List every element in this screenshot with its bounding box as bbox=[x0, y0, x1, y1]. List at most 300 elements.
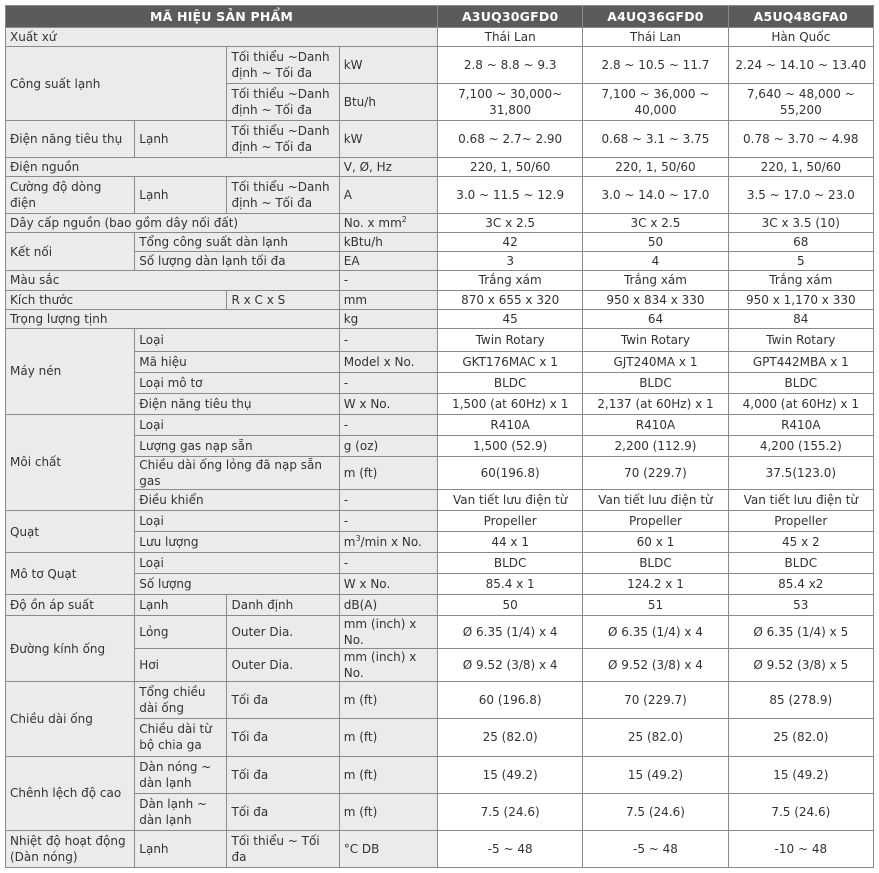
row-label: Máy nén bbox=[10, 364, 62, 379]
row-label: Đường kính ống bbox=[10, 641, 106, 656]
row-label: mm (inch) x No. bbox=[343, 650, 417, 681]
row-label-cell bbox=[6, 121, 135, 158]
value-cell bbox=[728, 649, 873, 682]
cell-value: 60 x 1 bbox=[636, 535, 675, 550]
value-cell bbox=[438, 649, 583, 682]
row-label: kBtu/h bbox=[343, 235, 383, 250]
row-label-cell bbox=[339, 84, 437, 121]
value-cell bbox=[728, 756, 873, 793]
cell-value: Van tiết lưu điện từ bbox=[452, 492, 568, 507]
row-label: - bbox=[343, 375, 349, 390]
table-row bbox=[6, 47, 874, 84]
cell-value: 85.4 x2 bbox=[778, 577, 824, 592]
table-row bbox=[6, 553, 874, 574]
row-label-cell bbox=[135, 414, 339, 435]
table-row bbox=[6, 121, 874, 158]
value-cell bbox=[728, 121, 873, 158]
value-cell bbox=[728, 290, 873, 309]
row-label: kW bbox=[343, 58, 363, 73]
spec-table bbox=[5, 5, 874, 868]
row-label-cell bbox=[135, 553, 339, 574]
value-cell bbox=[728, 328, 873, 351]
row-label-cell bbox=[339, 177, 437, 214]
cell-value: 64 bbox=[647, 311, 664, 326]
cell-value: 2,137 (at 60Hz) x 1 bbox=[597, 396, 714, 411]
cell-value: 7.5 (24.6) bbox=[625, 804, 685, 819]
row-label: Outer Dia. bbox=[231, 658, 294, 673]
row-label-cell bbox=[339, 271, 437, 290]
value-cell bbox=[583, 309, 728, 328]
row-label: Dàn nóng ~ dàn lạnh bbox=[139, 759, 212, 790]
value-cell bbox=[583, 328, 728, 351]
header-model-3: A5UQ48GFA0 bbox=[728, 6, 873, 28]
row-label: - bbox=[343, 492, 349, 507]
cell-value: 220, 1, 50/60 bbox=[615, 160, 696, 175]
value-cell bbox=[583, 682, 728, 719]
row-label: Mô tơ Quạt bbox=[10, 566, 77, 581]
row-label: Màu sắc bbox=[10, 273, 60, 288]
cell-value: Thái Lan bbox=[629, 30, 682, 45]
row-label: Loại mô tơ bbox=[139, 375, 203, 390]
row-label-cell bbox=[227, 649, 339, 682]
row-label-cell bbox=[227, 793, 339, 830]
value-cell bbox=[728, 177, 873, 214]
row-label-cell bbox=[227, 47, 339, 84]
row-label-cell bbox=[6, 177, 135, 214]
value-cell bbox=[583, 177, 728, 214]
cell-value: Trắng xám bbox=[623, 273, 687, 288]
value-cell bbox=[438, 574, 583, 595]
row-label-cell bbox=[6, 616, 135, 682]
value-cell bbox=[728, 372, 873, 393]
value-cell bbox=[438, 830, 583, 867]
cell-value: BLDC bbox=[639, 556, 672, 571]
value-cell bbox=[728, 719, 873, 756]
value-cell bbox=[438, 271, 583, 290]
cell-value: 2.8 ~ 8.8 ~ 9.3 bbox=[463, 58, 557, 73]
row-label: m (ft) bbox=[343, 767, 378, 782]
cell-value: -5 ~ 48 bbox=[633, 841, 678, 856]
value-cell bbox=[728, 252, 873, 271]
value-cell bbox=[728, 351, 873, 372]
value-cell bbox=[583, 351, 728, 372]
cell-value: Ø 6.35 (1/4) x 4 bbox=[608, 625, 703, 640]
cell-value: 44 x 1 bbox=[491, 535, 529, 550]
cell-value: Propeller bbox=[483, 513, 537, 528]
row-label: Trọng lượng tịnh bbox=[10, 311, 108, 326]
cell-value: 950 x 834 x 330 bbox=[606, 292, 705, 307]
row-label-cell bbox=[135, 177, 227, 214]
value-cell bbox=[583, 271, 728, 290]
cell-value: 3.5 ~ 17.0 ~ 23.0 bbox=[746, 188, 855, 203]
value-cell bbox=[728, 830, 873, 867]
table-row bbox=[6, 830, 874, 867]
cell-value: 42 bbox=[502, 235, 518, 250]
row-label-cell bbox=[135, 435, 339, 456]
row-label-cell bbox=[135, 510, 339, 531]
row-label-cell bbox=[6, 28, 438, 47]
row-label: mm (inch) x No. bbox=[343, 617, 417, 648]
value-cell bbox=[728, 532, 873, 553]
row-label: Dây cấp nguồn (bao gồm dây nối đất) bbox=[10, 216, 239, 231]
row-label-cell bbox=[227, 682, 339, 719]
row-label: Kích thước bbox=[10, 292, 74, 307]
cell-value: 3C x 3.5 (10) bbox=[761, 216, 840, 231]
row-label-cell bbox=[339, 414, 437, 435]
value-cell bbox=[438, 47, 583, 84]
table-row bbox=[6, 682, 874, 719]
row-label-cell bbox=[339, 553, 437, 574]
value-cell bbox=[438, 682, 583, 719]
row-label-cell bbox=[339, 793, 437, 830]
cell-value: 3 bbox=[506, 254, 514, 269]
value-cell bbox=[583, 435, 728, 456]
value-cell bbox=[438, 393, 583, 414]
row-label-cell bbox=[6, 756, 135, 830]
cell-value: Ø 6.35 (1/4) x 5 bbox=[753, 625, 849, 640]
value-cell bbox=[438, 28, 583, 47]
row-label: Outer Dia. bbox=[231, 625, 294, 640]
value-cell bbox=[438, 121, 583, 158]
row-label: Tối thiểu ~Danh định ~ Tối đa bbox=[231, 50, 330, 81]
value-cell bbox=[728, 309, 873, 328]
value-cell bbox=[728, 47, 873, 84]
row-label: Quạt bbox=[10, 524, 40, 539]
cell-value: 2.24 ~ 14.10 ~ 13.40 bbox=[735, 58, 867, 73]
value-cell bbox=[438, 553, 583, 574]
cell-value: 0.78 ~ 3.70 ~ 4.98 bbox=[743, 132, 859, 147]
table-row bbox=[6, 290, 874, 309]
value-cell bbox=[583, 532, 728, 553]
value-cell bbox=[438, 372, 583, 393]
row-label-cell bbox=[339, 214, 437, 233]
row-label: Hơi bbox=[139, 658, 159, 673]
cell-value: 70 (229.7) bbox=[624, 465, 687, 480]
row-label-cell bbox=[6, 158, 340, 177]
row-label: Tối đa bbox=[231, 693, 269, 708]
row-label-cell bbox=[339, 233, 437, 252]
row-label: Điều khiển bbox=[139, 492, 204, 507]
row-label-cell bbox=[339, 574, 437, 595]
value-cell bbox=[583, 649, 728, 682]
cell-value: 0.68 ~ 3.1 ~ 3.75 bbox=[601, 132, 710, 147]
cell-value: BLDC bbox=[493, 375, 527, 390]
cell-value: 50 bbox=[647, 235, 664, 250]
value-cell bbox=[728, 393, 873, 414]
row-label: m (ft) bbox=[343, 730, 378, 745]
value-cell bbox=[583, 510, 728, 531]
row-label-cell bbox=[227, 595, 339, 616]
row-label-cell bbox=[227, 177, 339, 214]
row-label: kW bbox=[343, 132, 363, 147]
row-label: Độ ồn áp suất bbox=[10, 598, 94, 613]
cell-value: 60 (196.8) bbox=[478, 693, 542, 708]
cell-value: Twin Rotary bbox=[620, 332, 691, 347]
row-label: Môi chất bbox=[10, 455, 62, 470]
cell-value: Ø 9.52 (3/8) x 5 bbox=[753, 658, 849, 673]
row-label-cell bbox=[6, 47, 227, 121]
row-label: Btu/h bbox=[343, 95, 376, 110]
table-row bbox=[6, 28, 874, 47]
row-label: Lạnh bbox=[139, 132, 169, 147]
row-label-cell bbox=[6, 682, 135, 756]
row-label-cell bbox=[339, 719, 437, 756]
value-cell bbox=[583, 456, 728, 489]
row-label: Lạnh bbox=[139, 188, 169, 203]
header-row bbox=[6, 6, 874, 28]
value-cell bbox=[438, 214, 583, 233]
row-label: Chênh lệch độ cao bbox=[10, 786, 122, 801]
row-label: Loại bbox=[139, 417, 164, 432]
row-label: W x No. bbox=[343, 577, 391, 592]
value-cell bbox=[438, 158, 583, 177]
cell-value: 7,640 ~ 48,000 ~ 55,200 bbox=[746, 87, 855, 118]
row-label: Tối thiểu ~ Tối đa bbox=[231, 833, 320, 864]
value-cell bbox=[438, 351, 583, 372]
value-cell bbox=[438, 532, 583, 553]
row-label-cell bbox=[339, 328, 437, 351]
row-label-cell bbox=[135, 372, 339, 393]
value-cell bbox=[728, 553, 873, 574]
table-row bbox=[6, 351, 874, 372]
value-cell bbox=[728, 489, 873, 510]
cell-value: 45 bbox=[502, 311, 518, 326]
row-label: Số lượng bbox=[139, 577, 192, 592]
value-cell bbox=[583, 290, 728, 309]
row-label: A bbox=[343, 188, 352, 203]
cell-value: R410A bbox=[490, 417, 530, 432]
table-row bbox=[6, 649, 874, 682]
table-row bbox=[6, 719, 874, 756]
row-label-cell bbox=[339, 756, 437, 793]
row-label: - bbox=[343, 417, 349, 432]
cell-value: Twin Rotary bbox=[766, 332, 836, 347]
cell-value: 60(196.8) bbox=[480, 465, 540, 480]
row-label-cell bbox=[135, 233, 339, 252]
value-cell bbox=[438, 756, 583, 793]
table-row bbox=[6, 233, 874, 252]
row-label: Tối thiểu ~Danh định ~ Tối đa bbox=[231, 87, 330, 118]
table-row bbox=[6, 414, 874, 435]
row-label-cell bbox=[135, 532, 339, 553]
cell-value: 50 bbox=[502, 598, 518, 613]
row-label: Cường độ dòng điện bbox=[10, 180, 102, 211]
value-cell bbox=[438, 177, 583, 214]
row-label-cell bbox=[135, 456, 339, 489]
table-row bbox=[6, 393, 874, 414]
value-cell bbox=[583, 756, 728, 793]
row-label: Số lượng dàn lạnh tối đa bbox=[139, 254, 286, 269]
cell-value: 15 (49.2) bbox=[482, 767, 538, 782]
value-cell bbox=[438, 233, 583, 252]
cell-value: Ø 9.52 (3/8) x 4 bbox=[462, 658, 558, 673]
value-cell bbox=[728, 456, 873, 489]
row-label-cell bbox=[339, 830, 437, 867]
cell-value: 53 bbox=[793, 598, 809, 613]
value-cell bbox=[438, 595, 583, 616]
cell-value: 5 bbox=[796, 254, 805, 269]
row-label-cell bbox=[6, 309, 340, 328]
value-cell bbox=[728, 158, 873, 177]
row-label-cell bbox=[135, 830, 227, 867]
value-cell bbox=[583, 553, 728, 574]
row-label-cell bbox=[339, 456, 437, 489]
value-cell bbox=[438, 435, 583, 456]
cell-value: 3.0 ~ 11.5 ~ 12.9 bbox=[456, 188, 565, 203]
row-label: - bbox=[343, 556, 349, 571]
row-label: Lưu lượng bbox=[139, 535, 199, 550]
value-cell bbox=[583, 830, 728, 867]
row-label-cell bbox=[6, 510, 135, 552]
row-label: Lượng gas nạp sẵn bbox=[139, 438, 253, 453]
table-row bbox=[6, 489, 874, 510]
row-label-cell bbox=[6, 830, 135, 867]
cell-value: 51 bbox=[647, 598, 664, 613]
row-label: m (ft) bbox=[343, 465, 378, 480]
row-label: Tối đa bbox=[231, 804, 269, 819]
table-row bbox=[6, 510, 874, 531]
row-label: Điện năng tiêu thụ bbox=[139, 396, 252, 411]
value-cell bbox=[583, 214, 728, 233]
cell-value: 7,100 ~ 30,000~ 31,800 bbox=[458, 87, 563, 118]
row-label: - bbox=[343, 513, 349, 528]
row-label-cell bbox=[6, 233, 135, 271]
cell-value: 1,500 (at 60Hz) x 1 bbox=[451, 396, 569, 411]
value-cell bbox=[438, 309, 583, 328]
value-cell bbox=[728, 616, 873, 649]
value-cell bbox=[728, 233, 873, 252]
cell-value: Trắng xám bbox=[769, 273, 833, 288]
row-label-cell bbox=[227, 121, 339, 158]
row-label-cell bbox=[135, 616, 227, 649]
cell-value: 84 bbox=[793, 311, 809, 326]
value-cell bbox=[438, 489, 583, 510]
row-label: Điện nguồn bbox=[10, 160, 80, 175]
row-label-cell bbox=[339, 616, 437, 649]
row-label-cell bbox=[135, 393, 339, 414]
cell-value: -10 ~ 48 bbox=[774, 841, 828, 856]
header-model-2: A4UQ36GFD0 bbox=[583, 6, 728, 28]
cell-value: 124.2 x 1 bbox=[627, 577, 684, 592]
row-label-cell bbox=[227, 290, 339, 309]
row-label-cell bbox=[6, 553, 135, 595]
value-cell bbox=[438, 616, 583, 649]
row-label-cell bbox=[135, 252, 339, 271]
row-label-cell bbox=[6, 214, 340, 233]
value-cell bbox=[728, 793, 873, 830]
row-label-cell bbox=[6, 328, 135, 414]
table-row bbox=[6, 177, 874, 214]
cell-value: Van tiết lưu điện từ bbox=[743, 492, 859, 507]
row-label-cell bbox=[339, 510, 437, 531]
cell-value: 4,000 (at 60Hz) x 1 bbox=[742, 396, 859, 411]
value-cell bbox=[583, 252, 728, 271]
row-label-cell bbox=[339, 372, 437, 393]
row-label-cell bbox=[339, 489, 437, 510]
cell-value: BLDC bbox=[639, 375, 672, 390]
row-label-cell bbox=[135, 328, 339, 351]
header-product-code: MÃ HIỆU SẢN PHẨM bbox=[6, 6, 438, 28]
row-label-cell bbox=[135, 649, 227, 682]
table-row bbox=[6, 372, 874, 393]
row-label: Xuất xứ bbox=[10, 30, 57, 45]
cell-value: Ø 6.35 (1/4) x 4 bbox=[462, 625, 558, 640]
cell-value: 220, 1, 50/60 bbox=[469, 160, 551, 175]
cell-value: R410A bbox=[635, 417, 676, 432]
cell-value: 37.5(123.0) bbox=[765, 465, 837, 480]
row-label: Tổng chiều dài ống bbox=[139, 685, 206, 716]
row-label: Mã hiệu bbox=[139, 354, 187, 369]
value-cell bbox=[583, 84, 728, 121]
row-label-cell bbox=[135, 682, 227, 719]
cell-value: GKT176MAC x 1 bbox=[462, 354, 558, 369]
row-label: Loại bbox=[139, 556, 164, 571]
row-label-cell bbox=[227, 756, 339, 793]
row-label: m (ft) bbox=[343, 804, 378, 819]
cell-value: 950 x 1,170 x 330 bbox=[746, 292, 856, 307]
cell-value: 25 (82.0) bbox=[627, 730, 684, 745]
value-cell bbox=[728, 510, 873, 531]
value-cell bbox=[583, 158, 728, 177]
row-label: °C DB bbox=[343, 841, 380, 856]
table-row bbox=[6, 616, 874, 649]
row-label: Lạnh bbox=[139, 841, 169, 856]
cell-value: GPT442MBA x 1 bbox=[752, 354, 849, 369]
row-label: Model x No. bbox=[343, 354, 415, 369]
cell-value: Trắng xám bbox=[478, 273, 542, 288]
row-label: Tổng công suất dàn lạnh bbox=[139, 235, 288, 250]
table-row bbox=[6, 532, 874, 553]
value-cell bbox=[583, 616, 728, 649]
cell-value: 15 (49.2) bbox=[627, 767, 684, 782]
cell-value: 0.68 ~ 2.7~ 2.90 bbox=[458, 132, 563, 147]
cell-value: 7.5 (24.6) bbox=[771, 804, 831, 819]
table-row bbox=[6, 309, 874, 328]
unit-suffix: /min x No. bbox=[360, 535, 422, 550]
header-model-1: A3UQ30GFD0 bbox=[438, 6, 583, 28]
table-row bbox=[6, 756, 874, 793]
row-label: Dàn lạnh ~ dàn lạnh bbox=[139, 796, 208, 827]
cell-value: 70 (229.7) bbox=[624, 693, 687, 708]
row-label: Điện năng tiêu thụ bbox=[10, 132, 123, 147]
row-label: R x C x S bbox=[231, 292, 286, 307]
value-cell bbox=[728, 28, 873, 47]
row-label-cell bbox=[339, 252, 437, 271]
superscript: 3 bbox=[355, 534, 361, 544]
cell-value: 870 x 655 x 320 bbox=[461, 292, 560, 307]
value-cell bbox=[583, 574, 728, 595]
cell-value: R410A bbox=[781, 417, 821, 432]
table-row bbox=[6, 271, 874, 290]
cell-value: 3C x 2.5 bbox=[630, 216, 681, 231]
row-label: - bbox=[343, 273, 349, 288]
value-cell bbox=[728, 271, 873, 290]
value-cell bbox=[438, 414, 583, 435]
value-cell bbox=[438, 328, 583, 351]
value-cell bbox=[583, 47, 728, 84]
row-label-cell bbox=[135, 793, 227, 830]
table-row bbox=[6, 595, 874, 616]
row-label-cell bbox=[135, 121, 227, 158]
cell-value: 4 bbox=[651, 254, 660, 269]
table-row bbox=[6, 793, 874, 830]
table-row bbox=[6, 328, 874, 351]
cell-value: 45 x 2 bbox=[781, 535, 820, 550]
row-label: Tối thiểu ~Danh định ~ Tối đa bbox=[231, 124, 330, 155]
row-label-cell bbox=[227, 830, 339, 867]
row-label-cell bbox=[6, 595, 135, 616]
row-label: - bbox=[343, 332, 349, 347]
